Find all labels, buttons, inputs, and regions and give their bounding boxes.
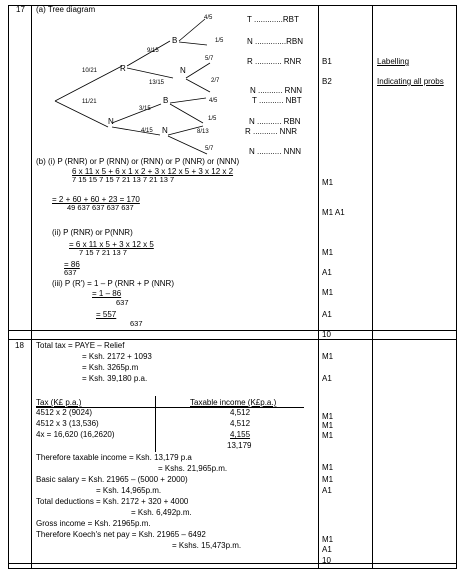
- b-ii-denominators: 7 15 7 21 13 7: [79, 248, 127, 257]
- row-divider-1a: [8, 330, 457, 331]
- q18-mark-6: M1: [322, 463, 334, 472]
- outcome-2: N ..............RBN: [247, 37, 304, 46]
- q18-mark-5: M1: [322, 431, 334, 440]
- q18-line-8: = Ksh. 14,965p.m.: [96, 486, 162, 495]
- outcome-6: N ........... RBN: [249, 117, 301, 126]
- node-b1: B: [172, 36, 178, 45]
- row-divider-2: [8, 563, 457, 564]
- income-row-3: 4,155: [230, 430, 251, 439]
- b-iii-line2: = 1 – 86: [92, 289, 122, 298]
- node-n3: N: [162, 126, 168, 135]
- b-iii-line2-denominator: 637: [116, 298, 129, 307]
- q18-line-7: Basic salary = Ksh. 21965 – (5000 + 2000): [36, 475, 188, 484]
- q18-mark-3: M1: [322, 412, 334, 421]
- mark-b-2: M1 A1: [322, 208, 345, 217]
- q18-line-6: = Kshs. 21,965p.m.: [158, 464, 228, 473]
- prob-s5: 4/5: [209, 98, 218, 104]
- col-divider-1: [31, 5, 32, 568]
- col-divider-3: [372, 5, 373, 568]
- q18-mark-1: M1: [322, 352, 334, 361]
- q18-line-1: Total tax = PAYE – Relief: [36, 341, 125, 350]
- prob-s1: 4/5: [204, 15, 213, 21]
- question-number-17: 17: [16, 5, 25, 14]
- prob-r2: 9/15: [147, 48, 159, 54]
- outcome-5: T ........... NBT: [252, 96, 302, 105]
- col-divider-2: [318, 5, 319, 568]
- mark-b-4: A1: [322, 268, 332, 277]
- b-i-denominators: 7 15 15 7 15 7 21 13 7 21 13 7: [72, 175, 175, 184]
- prob-s8: 5/7: [205, 146, 214, 152]
- prob-s4: 2/7: [211, 78, 220, 84]
- prob-s2: 1/5: [215, 38, 224, 44]
- mark-b2: B2: [322, 77, 332, 86]
- q18-line-3: = Ksh. 3265p.m: [82, 363, 139, 372]
- q18-line-2: = Ksh. 2172 + 1093: [82, 352, 152, 361]
- part-b-heading: (b) (i) P (RNR) or P (RNN) or (RNN) or P (NNR) or (NNN): [36, 157, 240, 166]
- q18-line-10: = Ksh. 6,492p.m.: [131, 508, 192, 517]
- node-n: N: [108, 117, 114, 126]
- b-iii-line3: = 557: [96, 310, 117, 319]
- q18-line-9: Total deductions = Ksh. 2172 + 320 + 4000: [36, 497, 189, 506]
- prob-s6: 1/5: [208, 116, 217, 122]
- branch-nbt: [170, 98, 206, 103]
- q18-line-5: Therefore taxable income = Ksh. 13,179 p.a: [36, 453, 192, 462]
- remark-indicating-text: Indicating all probs: [377, 77, 444, 86]
- prob-n2: 13/15: [149, 80, 165, 86]
- tax-row-3: 4x = 16,620 (16,2620): [36, 430, 115, 439]
- branch-rn: [127, 68, 173, 78]
- tax-row-1: 4512 x 2 (9024): [36, 408, 93, 417]
- branch-nb: [112, 104, 161, 123]
- tax-table-head-left: Tax (K£ p.a.): [36, 398, 82, 407]
- tax-table-head-right: Taxable income (K£p.a.): [190, 398, 277, 407]
- total-q17: 10: [322, 330, 331, 339]
- q18-mark-10: A1: [322, 545, 332, 554]
- q18-mark-9: M1: [322, 535, 334, 544]
- branch-nnn: [168, 136, 207, 154]
- branch-rnr: [186, 63, 210, 78]
- q18-line-12: Therefore Koech's net pay = Ksh. 21965 – 6492: [36, 530, 206, 539]
- mark-b-5: M1: [322, 288, 334, 297]
- prob-r1: 10/21: [82, 68, 98, 74]
- branch-rbn: [179, 42, 207, 45]
- b-ii-numerators: = 6 x 11 x 5 + 3 x 12 x 5: [69, 240, 154, 249]
- outcome-3: R ............ RNR: [247, 57, 302, 66]
- question-number-18: 18: [15, 341, 24, 350]
- part-a-heading: (a) Tree diagram: [36, 5, 96, 14]
- b-i-sum-denominators: 49 637 637 637 637: [67, 203, 134, 212]
- tax-row-2: 4512 x 3 (13,536): [36, 419, 99, 428]
- income-total: 13,179: [227, 441, 252, 450]
- prob-b2: 3/15: [139, 106, 151, 112]
- b-iii-line3-denominator: 637: [130, 319, 143, 328]
- outcome-8: N ........... NNN: [249, 147, 302, 156]
- q18-mark-8: A1: [322, 486, 332, 495]
- mark-b-1: M1: [322, 178, 334, 187]
- b-ii-result-denominator: 637: [64, 268, 77, 277]
- node-r: R: [120, 64, 126, 73]
- outcome-7: R ........... NNR: [245, 127, 298, 136]
- branch-rnn: [186, 79, 210, 92]
- income-row-2: 4,512: [230, 419, 251, 428]
- outcome-4: N ........... RNN: [250, 86, 303, 95]
- q18-mark-7: M1: [322, 475, 334, 484]
- table-border-right: [456, 5, 457, 568]
- mark-b-3: M1: [322, 248, 334, 257]
- b-iii-heading: (iii) P (R') = 1 – P (RNR + P (NNR): [52, 279, 174, 288]
- branch-rbt: [179, 19, 205, 41]
- prob-b2b: 4/15: [141, 128, 153, 134]
- b-i-numerators: 6 x 11 x 5 + 6 x 1 x 2 + 3 x 12 x 5 + 3 x 12 x 2: [72, 167, 234, 176]
- b-ii-heading: (ii) P (RNR) or P(NNR): [52, 228, 133, 237]
- b-ii-result: = 86: [64, 260, 80, 269]
- outcome-1: T .............RBT: [247, 15, 299, 24]
- remark-indicating: [377, 77, 447, 86]
- total-q18: 10: [322, 556, 331, 565]
- q18-line-13: = Kshs. 15,473p.m.: [172, 541, 242, 550]
- q18-line-11: Gross income = Ksh. 21965p.m.: [36, 519, 151, 528]
- q18-line-4: = Ksh. 39,180 p.a.: [82, 374, 148, 383]
- tax-table-divider: [155, 396, 156, 452]
- mark-b-6: A1: [322, 310, 332, 319]
- prob-n1: 11/21: [82, 99, 97, 105]
- table-border-bottom: [8, 568, 457, 569]
- node-b2: B: [163, 96, 169, 105]
- branch-nbn: [170, 104, 203, 123]
- table-border-left: [8, 5, 9, 568]
- b-i-sum-numerators: = 2 + 60 + 60 + 23 = 170: [52, 195, 140, 204]
- remark-labelling: Labelling: [377, 57, 410, 66]
- mark-b1: B1: [322, 57, 332, 66]
- prob-s3: 5/7: [205, 56, 214, 62]
- node-n2: N: [180, 66, 186, 75]
- row-divider-1b: [8, 339, 457, 340]
- prob-s7: 8/13: [197, 129, 209, 135]
- q18-mark-2: A1: [322, 374, 332, 383]
- income-row-1: 4,512: [230, 408, 251, 417]
- q18-mark-4: M1: [322, 421, 334, 430]
